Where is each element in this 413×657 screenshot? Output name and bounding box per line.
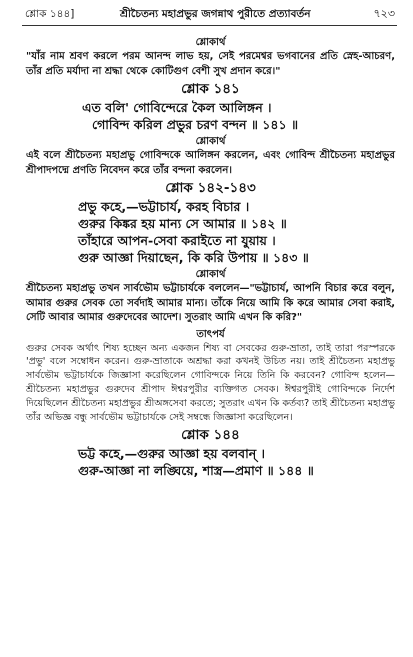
page-body	[26, 34, 395, 479]
verse-line: গোবিন্দ করিল প্রভুর চরণ বন্দন ॥ ১৪১ ॥	[92, 117, 299, 132]
verse-line: ভট্ট কহে,—গুরুর আজ্ঞা হয় বলবান্ ।	[78, 445, 265, 461]
verse-line: তাঁহারে আপন-সেবা করাইতে না যুয়ায় ।	[78, 233, 276, 248]
verse-number-title: শ্লোক ১৪৪	[181, 426, 240, 443]
section-label: তাৎপর্য	[196, 328, 225, 340]
verse-line: এত বলি' গোবিন্দেরে কৈল আলিঙ্গন ।	[82, 100, 272, 115]
verse-line: গুরু আজ্ঞা দিয়াছেন, কি করি উপায় ॥ ১৪৩ ॥	[78, 250, 309, 265]
header-rule	[22, 25, 397, 26]
purport-paragraph: গুরুর সেবক অর্থাৎ শিষ্য হচ্ছেন অন্য একজন শিষ্য বা সেবকের গুরু-ভ্রাতা, তাই তারা পরস্পরকে 'প্রভু' বলে সম্বোধন করেন। গুরু-ভ্রাতাকে অশ্রদ্ধা করা কখনই উচিত নয়। তাই শ্রীচৈতন্য মহাপ্রভু সার্বভৌম ভট্টাচার্যকে জিজ্ঞাসা করেছিলেন গোবিন্দকে নিয়ে তিনি কি করবেন? গোবিন্দ হলেন—শ্রীচৈতন্য মহাপ্রভুর গুরুদেব শ্রীপাদ ঈশ্বরপুরীর ব্যক্তিগত সেবক। ঈশ্বরপুরীই গোবিন্দকে নির্দেশ দিয়েছিলেন শ্রীচৈতন্য মহাপ্রভুর শ্রীঅঙ্গসেবা করতে; সুতরাং এখন কি কর্তব্য? তাই শ্রীচৈতন্য মহাপ্রভু তাঁর অভিজ্ঞ বন্ধু সার্বভৌম ভট্টাচার্যকে সেই সম্বন্ধে জিজ্ঞাসা করেছিলেন।	[26, 342, 395, 424]
verse-number-title: শ্লোক ১৪২-১৪৩	[165, 180, 256, 196]
header-chapter-title: শ্রীচৈতন্য মহাপ্রভুর জগন্নাথ পুরীতে প্রত্যাবর্তন	[120, 8, 311, 20]
running-header	[25, 5, 395, 23]
header-verse-ref: শ্লোক ১৪৪]	[25, 8, 75, 20]
translation-paragraph: এই বলে শ্রীচৈতন্য মহাপ্রভু গোবিন্দকে আলিঙ্গন করলেন, এবং গোবিন্দ শ্রীচৈতন্য মহাপ্রভুর শ্রীপাদপদ্মে প্রণতি নিবেদন করে তাঁর বন্দনা করলেন।	[26, 150, 395, 176]
section-label: শ্লোকার্থ	[195, 37, 226, 48]
verse-line: গুরু-আজ্ঞা না লঙ্ঘিয়ে, শাস্ত্র—প্রমাণ ॥ ১৪৪ ॥	[78, 462, 314, 478]
translation-paragraph: "যাঁর নাম শ্রবণ করলে পরম আনন্দ লাভ হয়, সেই পরমেশ্বর ভগবানের প্রতি স্নেহ-আচরণ, তাঁর প্রতি মর্যাদা না শ্রদ্ধা থেকে কোটিগুণ বেশী সুখ প্রদান করে।"	[26, 51, 395, 77]
section-label: শ্লোকার্থ	[195, 269, 226, 280]
page-number: ৭২৩	[373, 7, 395, 20]
verse-line: গুরুর কিঙ্কর হয় মান্য সে আমার ॥ ১৪২ ॥	[78, 216, 287, 231]
section-label: শ্লোকার্থ	[195, 136, 226, 147]
translation-paragraph: শ্রীচৈতন্য মহাপ্রভু তখন সার্বভৌম ভট্টাচার্যকে বললেন—"ভট্টাচার্য, আপনি বিচার করে বলুন, আমার গুরুর সেবক তো সর্বদাই আমার মান্য। তাঁকে নিয়ে আমি কি করে আমার সেবা করাই, সেটি আবার আমার গুরুদেবের আদেশ। সুতরাং আমি এখন কি করি?"	[26, 283, 395, 323]
verse-number-title: শ্লোক ১৪১	[181, 81, 240, 97]
verse-line: প্রভু কহে,—ভট্টাচার্য, করহ বিচার ।	[78, 199, 250, 214]
